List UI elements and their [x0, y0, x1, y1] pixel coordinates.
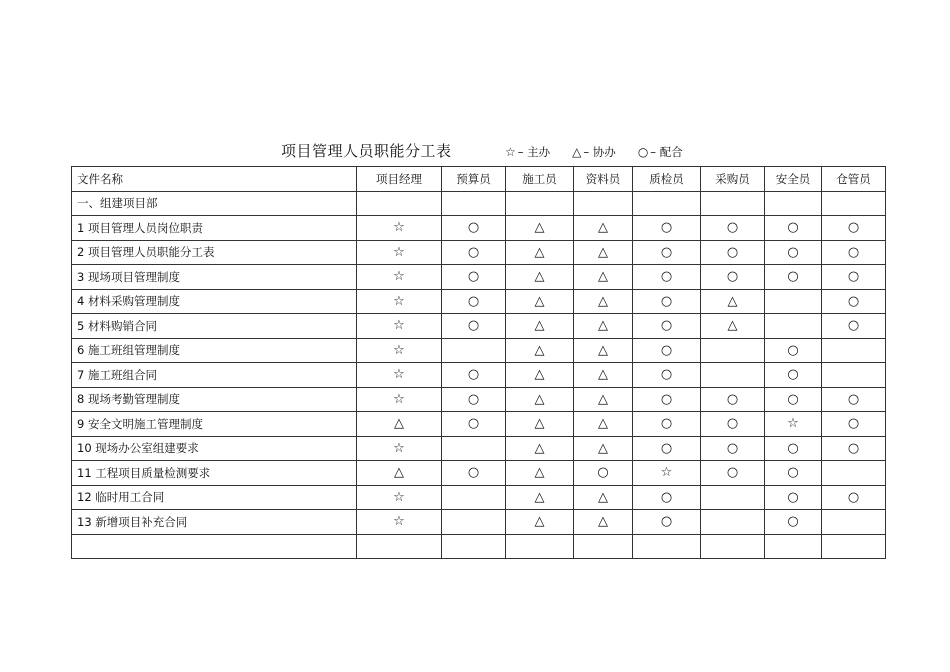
role-mark-cell: ○ — [574, 461, 633, 486]
column-header: 仓管员 — [822, 167, 886, 192]
role-mark-cell — [765, 289, 822, 314]
role-mark-cell: △ — [574, 387, 633, 412]
role-mark-cell — [442, 485, 506, 510]
document-name-cell: 10 现场办公室组建要求 — [72, 436, 357, 461]
role-mark-cell — [633, 191, 701, 216]
role-mark-cell: ○ — [822, 436, 886, 461]
column-header: 施工员 — [506, 167, 574, 192]
role-mark-cell: ○ — [442, 240, 506, 265]
role-mark-cell: ○ — [633, 289, 701, 314]
role-mark-cell: △ — [574, 338, 633, 363]
role-mark-cell: ○ — [442, 461, 506, 486]
role-mark-cell: ○ — [765, 363, 822, 388]
role-mark-cell: ○ — [822, 289, 886, 314]
role-mark-cell — [822, 338, 886, 363]
role-mark-cell: ○ — [633, 265, 701, 290]
role-mark-cell: ○ — [633, 485, 701, 510]
role-mark-cell: ○ — [822, 265, 886, 290]
role-mark-cell: ○ — [633, 510, 701, 535]
table-row — [72, 314, 886, 339]
role-mark-cell: △ — [574, 289, 633, 314]
star-icon: ☆ — [505, 145, 516, 159]
column-header: 预算员 — [442, 167, 506, 192]
page-title: 项目管理人员职能分工表 — [281, 142, 452, 160]
role-mark-cell: ○ — [442, 412, 506, 437]
role-mark-cell: ☆ — [357, 363, 442, 388]
role-mark-cell: ☆ — [357, 216, 442, 241]
legend-item-lead — [505, 144, 550, 160]
role-mark-cell: ○ — [765, 338, 822, 363]
role-mark-cell: ○ — [765, 436, 822, 461]
role-mark-cell: ○ — [633, 338, 701, 363]
document-name-cell: 3 现场项目管理制度 — [72, 265, 357, 290]
table-header-row — [72, 167, 886, 192]
role-mark-cell: ○ — [633, 387, 701, 412]
role-mark-cell — [822, 510, 886, 535]
column-header: 质检员 — [633, 167, 701, 192]
role-mark-cell: ○ — [701, 265, 765, 290]
role-mark-cell: △ — [506, 485, 574, 510]
role-mark-cell: ☆ — [357, 240, 442, 265]
role-mark-cell — [701, 485, 765, 510]
role-mark-cell: ☆ — [357, 436, 442, 461]
role-mark-cell: △ — [574, 510, 633, 535]
table-row — [72, 485, 886, 510]
role-mark-cell: ○ — [633, 412, 701, 437]
role-mark-cell: △ — [574, 216, 633, 241]
role-mark-cell: △ — [506, 510, 574, 535]
document-name-cell: 2 项目管理人员职能分工表 — [72, 240, 357, 265]
document-name-cell: 1 项目管理人员岗位职责 — [72, 216, 357, 241]
role-mark-cell: ○ — [822, 314, 886, 339]
document-name-cell: 8 现场考勤管理制度 — [72, 387, 357, 412]
legend-item-cooperate — [638, 144, 683, 160]
circle-icon: ○ — [637, 145, 649, 159]
role-mark-cell — [701, 191, 765, 216]
role-mark-cell: △ — [574, 240, 633, 265]
role-mark-cell: ○ — [701, 436, 765, 461]
role-mark-cell: ○ — [633, 436, 701, 461]
document-name-cell — [72, 534, 357, 559]
role-mark-cell — [701, 534, 765, 559]
legend-label: – 主办 — [517, 145, 551, 159]
role-mark-cell: △ — [506, 436, 574, 461]
table-row — [72, 338, 886, 363]
document-name-cell: 11 工程项目质量检测要求 — [72, 461, 357, 486]
role-mark-cell: ☆ — [357, 289, 442, 314]
column-header: 项目经理 — [357, 167, 442, 192]
role-mark-cell: △ — [574, 485, 633, 510]
document-name-cell: 12 临时用工合同 — [72, 485, 357, 510]
legend-item-assist — [572, 144, 616, 160]
role-mark-cell: △ — [506, 412, 574, 437]
table-row — [72, 363, 886, 388]
role-mark-cell: ○ — [442, 314, 506, 339]
role-mark-cell — [574, 534, 633, 559]
role-mark-cell: △ — [357, 412, 442, 437]
document-name-cell: 9 安全文明施工管理制度 — [72, 412, 357, 437]
role-mark-cell: ○ — [442, 216, 506, 241]
legend-label: – 配合 — [650, 145, 683, 159]
role-mark-cell: △ — [506, 363, 574, 388]
table-row — [72, 240, 886, 265]
role-mark-cell — [506, 534, 574, 559]
role-mark-cell: ○ — [701, 461, 765, 486]
role-mark-cell: △ — [506, 265, 574, 290]
role-mark-cell: △ — [701, 314, 765, 339]
role-mark-cell: △ — [357, 461, 442, 486]
duty-table — [71, 166, 886, 559]
role-mark-cell: △ — [506, 289, 574, 314]
document-name-cell: 13 新增项目补充合同 — [72, 510, 357, 535]
role-mark-cell: △ — [506, 338, 574, 363]
role-mark-cell: △ — [701, 289, 765, 314]
document-name-cell: 4 材料采购管理制度 — [72, 289, 357, 314]
role-mark-cell — [506, 191, 574, 216]
role-mark-cell — [765, 534, 822, 559]
role-mark-cell: △ — [506, 314, 574, 339]
column-header: 安全员 — [765, 167, 822, 192]
role-mark-cell — [822, 191, 886, 216]
role-mark-cell — [822, 534, 886, 559]
role-mark-cell: ○ — [701, 387, 765, 412]
role-mark-cell: ☆ — [765, 412, 822, 437]
role-mark-cell: ☆ — [357, 265, 442, 290]
table-row — [72, 387, 886, 412]
role-mark-cell: △ — [506, 461, 574, 486]
role-mark-cell: △ — [574, 363, 633, 388]
role-mark-cell: △ — [506, 387, 574, 412]
role-mark-cell: ☆ — [357, 314, 442, 339]
document-name-cell: 5 材料购销合同 — [72, 314, 357, 339]
role-mark-cell: ○ — [701, 412, 765, 437]
role-mark-cell: ○ — [765, 265, 822, 290]
role-mark-cell — [822, 363, 886, 388]
role-mark-cell — [357, 191, 442, 216]
column-header-name: 文件名称 — [72, 167, 357, 192]
role-mark-cell: ○ — [765, 485, 822, 510]
role-mark-cell: ○ — [822, 387, 886, 412]
role-mark-cell: △ — [574, 265, 633, 290]
table-row — [72, 191, 886, 216]
role-mark-cell: ○ — [765, 240, 822, 265]
role-mark-cell: ☆ — [357, 485, 442, 510]
role-mark-cell: ○ — [765, 216, 822, 241]
table-row — [72, 534, 886, 559]
document-name-cell: 6 施工班组管理制度 — [72, 338, 357, 363]
role-mark-cell: ☆ — [633, 461, 701, 486]
role-mark-cell: ○ — [701, 240, 765, 265]
triangle-icon: △ — [572, 145, 582, 159]
role-mark-cell: ○ — [442, 363, 506, 388]
role-mark-cell — [442, 338, 506, 363]
role-mark-cell — [357, 534, 442, 559]
role-mark-cell: ☆ — [357, 338, 442, 363]
role-mark-cell: ○ — [822, 240, 886, 265]
legend-label: – 协办 — [583, 145, 616, 159]
role-mark-cell: ○ — [633, 216, 701, 241]
role-mark-cell — [701, 338, 765, 363]
role-mark-cell: △ — [574, 436, 633, 461]
role-mark-cell: △ — [574, 412, 633, 437]
role-mark-cell: ○ — [442, 387, 506, 412]
role-mark-cell: ○ — [822, 216, 886, 241]
role-mark-cell: ○ — [701, 216, 765, 241]
role-mark-cell: ○ — [765, 510, 822, 535]
role-mark-cell: △ — [506, 240, 574, 265]
table-row — [72, 461, 886, 486]
role-mark-cell — [633, 534, 701, 559]
table-row — [72, 289, 886, 314]
role-mark-cell: ☆ — [357, 387, 442, 412]
table-row — [72, 216, 886, 241]
role-mark-cell — [442, 510, 506, 535]
column-header: 采购员 — [701, 167, 765, 192]
role-mark-cell: ○ — [765, 387, 822, 412]
table-row — [72, 436, 886, 461]
role-mark-cell — [701, 510, 765, 535]
role-mark-cell — [442, 191, 506, 216]
role-mark-cell — [442, 534, 506, 559]
role-mark-cell: △ — [506, 216, 574, 241]
role-mark-cell — [701, 363, 765, 388]
role-mark-cell: ○ — [442, 265, 506, 290]
role-mark-cell: ○ — [633, 240, 701, 265]
role-mark-cell — [822, 461, 886, 486]
role-mark-cell — [442, 436, 506, 461]
role-mark-cell — [765, 314, 822, 339]
role-mark-cell: ○ — [633, 314, 701, 339]
table-row — [72, 510, 886, 535]
role-mark-cell — [765, 191, 822, 216]
table-row — [72, 265, 886, 290]
document-name-cell: 7 施工班组合同 — [72, 363, 357, 388]
role-mark-cell: ○ — [633, 363, 701, 388]
role-mark-cell — [574, 191, 633, 216]
role-mark-cell: ☆ — [357, 510, 442, 535]
role-mark-cell: ○ — [765, 461, 822, 486]
table-row — [72, 412, 886, 437]
role-mark-cell: ○ — [822, 485, 886, 510]
role-mark-cell: ○ — [822, 412, 886, 437]
legend — [505, 144, 683, 160]
column-header: 资料员 — [574, 167, 633, 192]
document-name-cell: 一、组建项目部 — [72, 191, 357, 216]
role-mark-cell: ○ — [442, 289, 506, 314]
role-mark-cell: △ — [574, 314, 633, 339]
